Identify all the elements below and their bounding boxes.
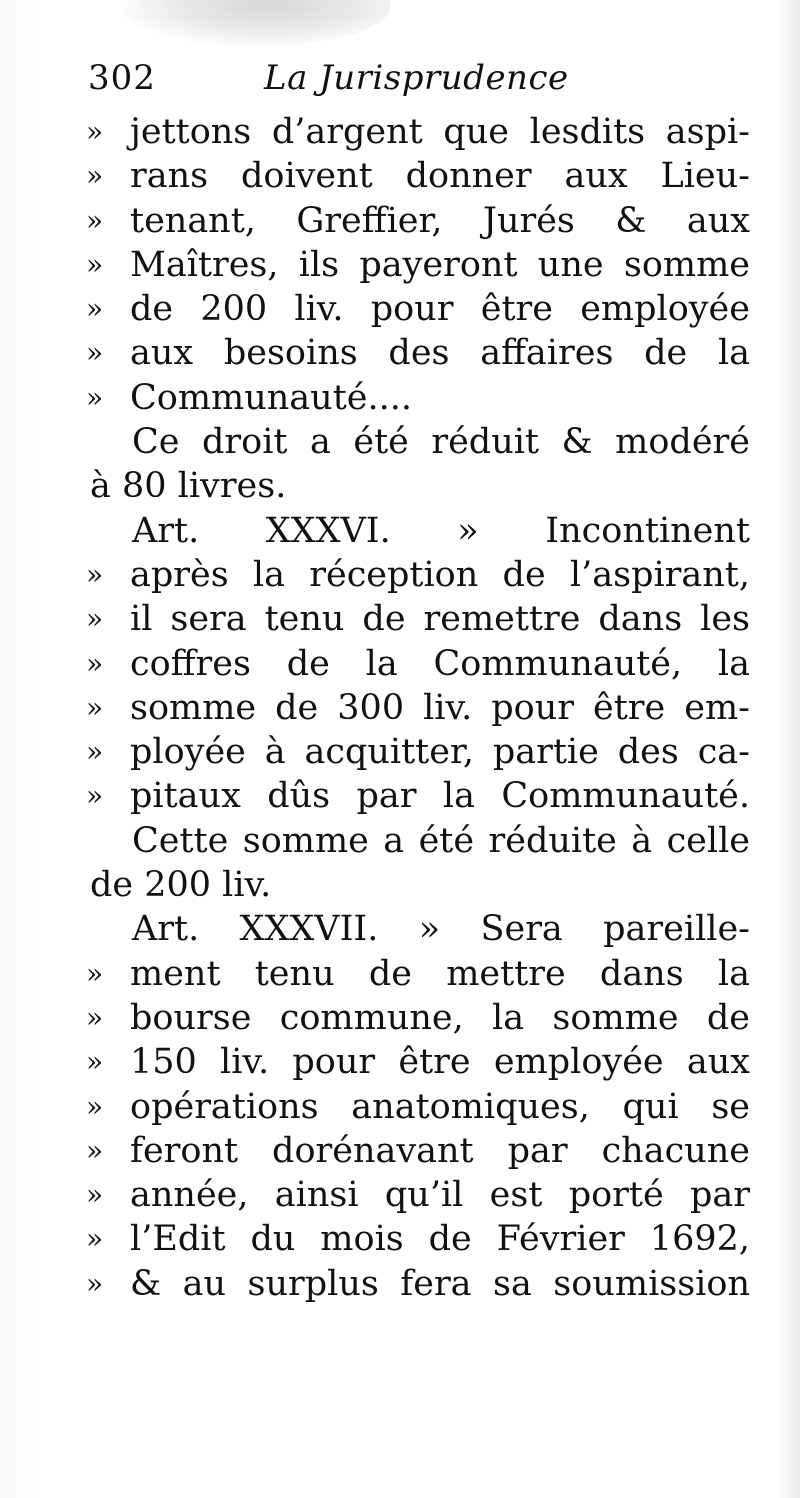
- line-text: coffres de la Communauté, la: [130, 643, 750, 684]
- line-text: opérations anatomiques, qui se: [130, 1086, 750, 1127]
- line-text: Communauté....: [130, 377, 412, 418]
- line-text: Maîtres, ils payeront une somme: [130, 244, 750, 285]
- text-line: [0, 331, 800, 375]
- line-text: l’Edit du mois de Février 1692,: [130, 1219, 750, 1260]
- page-header: [88, 52, 748, 104]
- quote-mark: »: [86, 646, 102, 680]
- quote-mark: »: [86, 336, 102, 370]
- line-text: à 80 livres.: [90, 466, 287, 507]
- quote-mark: »: [86, 1045, 102, 1079]
- quote-mark: »: [86, 557, 102, 591]
- line-text: ment tenu de mettre dans la: [130, 953, 750, 994]
- quote-mark: »: [86, 1266, 102, 1300]
- text-line: [0, 642, 800, 686]
- text-line: [0, 509, 800, 553]
- text-line: [0, 1173, 800, 1217]
- line-text: tenant, Greffier, Jurés & aux: [130, 200, 750, 241]
- text-line: [0, 1217, 800, 1261]
- line-text: il sera tenu de remettre dans les: [130, 599, 750, 640]
- text-line: [0, 287, 800, 331]
- text-line: [0, 1085, 800, 1129]
- quote-mark: »: [86, 292, 102, 326]
- quote-mark: »: [86, 690, 102, 724]
- text-line: [0, 420, 800, 464]
- quote-mark: »: [86, 115, 102, 148]
- line-text: pitaux dûs par la Communauté.: [130, 776, 750, 817]
- line-text: rans doivent donner aux Lieu-: [130, 156, 750, 197]
- text-line: [0, 553, 800, 597]
- quote-mark: »: [86, 159, 102, 193]
- quote-mark: »: [86, 203, 102, 237]
- text-line: [0, 863, 800, 907]
- line-text: bourse commune, la somme de: [130, 997, 750, 1038]
- page-number: 302: [88, 58, 156, 98]
- running-title: La Jurisprudence: [264, 58, 569, 98]
- line-text: Cette somme a été réduite à celle: [132, 820, 750, 861]
- line-text: Art. XXXVII. » Sera pareille-: [132, 909, 750, 950]
- text-line: [0, 597, 800, 641]
- text-line: [0, 464, 800, 508]
- quote-mark: »: [86, 602, 102, 636]
- line-text: ployée à acquitter, partie des ca-: [130, 732, 750, 773]
- text-body: [0, 110, 800, 1306]
- line-text: après la réception de l’aspirant,: [130, 554, 750, 595]
- text-line: [0, 110, 800, 154]
- quote-mark: »: [86, 779, 102, 813]
- text-line: [0, 952, 800, 996]
- text-line: [0, 1040, 800, 1084]
- quote-mark: »: [86, 1222, 102, 1256]
- line-text: de 200 liv.: [90, 865, 272, 906]
- text-line: [0, 730, 800, 774]
- line-text: aux besoins des affaires de la: [130, 333, 750, 374]
- quote-mark: »: [86, 1133, 102, 1167]
- line-text: Ce droit a été réduit & modéré: [132, 422, 750, 463]
- text-line: [0, 686, 800, 730]
- quote-mark: »: [86, 380, 102, 414]
- quote-mark: »: [86, 1089, 102, 1123]
- line-text: feront dorénavant par chacune: [130, 1130, 750, 1171]
- text-line: [0, 819, 800, 863]
- line-text: somme de 300 liv. pour être em-: [130, 687, 750, 728]
- text-line: [0, 1262, 800, 1306]
- text-line: [0, 199, 800, 243]
- line-text: Art. XXXVI. » Incontinent: [132, 510, 750, 551]
- text-line: [0, 154, 800, 198]
- text-line: [0, 243, 800, 287]
- text-line: [0, 1129, 800, 1173]
- quote-mark: »: [86, 735, 102, 769]
- text-line: [0, 996, 800, 1040]
- line-text: année, ainsi qu’il est porté par: [130, 1175, 750, 1216]
- quote-mark: »: [86, 247, 102, 281]
- line-text: 150 liv. pour être employée aux: [130, 1042, 750, 1083]
- text-line: [0, 774, 800, 818]
- line-text: & au surplus fera sa soumission: [130, 1263, 750, 1304]
- line-text: de 200 liv. pour être employée: [130, 289, 750, 330]
- quote-mark: »: [86, 956, 102, 990]
- text-line: [0, 376, 800, 420]
- quote-mark: »: [86, 1000, 102, 1034]
- text-line: [0, 907, 800, 951]
- quote-mark: »: [86, 1178, 102, 1212]
- line-text: jettons d’argent que lesdits aspi-: [130, 112, 750, 152]
